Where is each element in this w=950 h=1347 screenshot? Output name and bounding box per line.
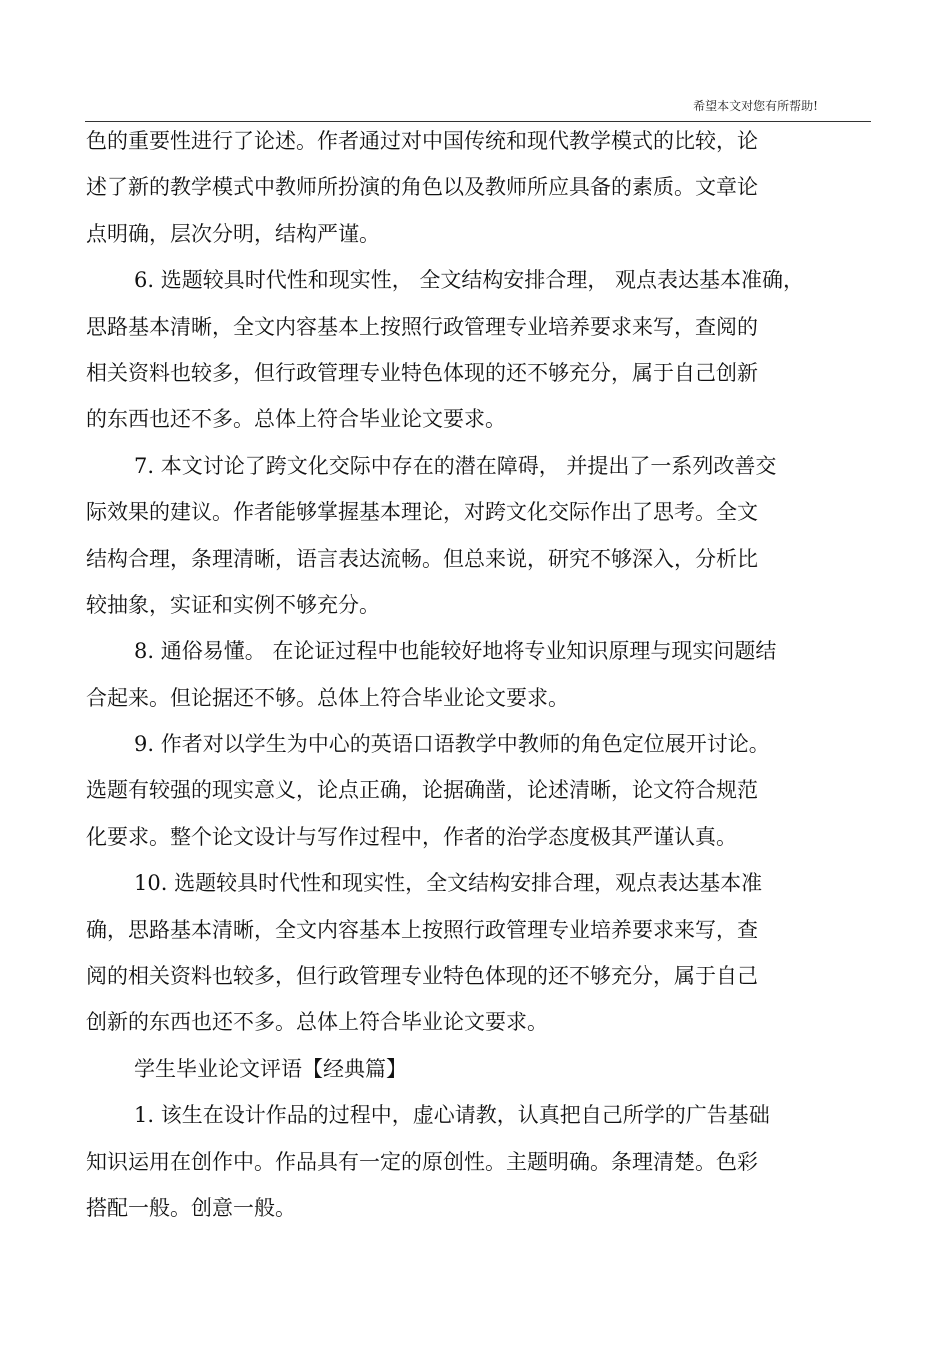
text-line: 选题有较强的现实意义，论点正确，论据确凿，论述清晰，论文符合规范 (86, 778, 758, 803)
text-line: 搭配一般。创意一般。 (86, 1195, 296, 1220)
text-line: 10. 选题较具时代性和现实性，全文结构安排合理，观点表达基本准 (134, 871, 763, 896)
text-line: 6. 选题较具时代性和现实性， 全文结构安排合理， 观点表达基本准确， (134, 268, 805, 293)
paragraph-item-6 (86, 257, 846, 443)
text-line: 的东西也还不多。总体上符合毕业论文要求。 (86, 407, 506, 432)
text-line: 结构合理，条理清晰，语言表达流畅。但总来说，研究不够深入，分析比 (86, 546, 758, 571)
text-line: 相关资料也较多，但行政管理专业特色体现的还不够充分，属于自己创新 (86, 360, 758, 385)
text-line: 点明确，层次分明，结构严谨。 (86, 221, 380, 246)
header-note: 希望本文对您有所帮助! (693, 99, 818, 113)
document-body (86, 118, 846, 1231)
text-line: 思路基本清晰，全文内容基本上按照行政管理专业培养要求来写，查阅的 (86, 314, 758, 339)
section-heading (86, 1046, 846, 1092)
text-line: 色的重要性进行了论述。作者通过对中国传统和现代教学模式的比较，论 (86, 129, 758, 153)
text-line: 化要求。整个论文设计与写作过程中，作者的治学态度极其严谨认真。 (86, 824, 737, 849)
text-line: 知识运用在创作中。作品具有一定的原创性。主题明确。条理清楚。色彩 (86, 1149, 758, 1174)
paragraph-continued (86, 118, 846, 257)
paragraph-item-7 (86, 443, 846, 629)
section-heading-text: 学生毕业论文评语【经典篇】 (134, 1056, 407, 1081)
text-line: 合起来。但论据还不够。总体上符合毕业论文要求。 (86, 685, 569, 710)
text-line: 7. 本文讨论了跨文化交际中存在的潜在障碍， 并提出了一系列改善交 (134, 453, 777, 478)
text-line: 阅的相关资料也较多，但行政管理专业特色体现的还不够充分，属于自己 (86, 964, 758, 989)
paragraph-item-1 (86, 1092, 846, 1231)
paragraph-item-9 (86, 721, 846, 860)
text-line: 1. 该生在设计作品的过程中，虚心请教，认真把自己所学的广告基础 (134, 1103, 770, 1128)
text-line: 较抽象，实证和实例不够充分。 (86, 592, 380, 617)
text-line: 创新的东西也还不多。总体上符合毕业论文要求。 (86, 1010, 548, 1035)
text-line: 9. 作者对以学生为中心的英语口语教学中教师的角色定位展开讨论。 (134, 732, 770, 757)
text-line: 确，思路基本清晰，全文内容基本上按照行政管理专业培养要求来写，查 (86, 917, 758, 942)
text-line: 际效果的建议。作者能够掌握基本理论，对跨文化交际作出了思考。全文 (86, 500, 758, 525)
text-line: 8. 通俗易懂。 在论证过程中也能较好地将专业知识原理与现实问题结 (134, 639, 777, 664)
paragraph-item-10 (86, 860, 846, 1046)
text-line: 述了新的教学模式中教师所扮演的角色以及教师所应具备的素质。文章论 (86, 175, 758, 200)
paragraph-item-8 (86, 628, 846, 721)
